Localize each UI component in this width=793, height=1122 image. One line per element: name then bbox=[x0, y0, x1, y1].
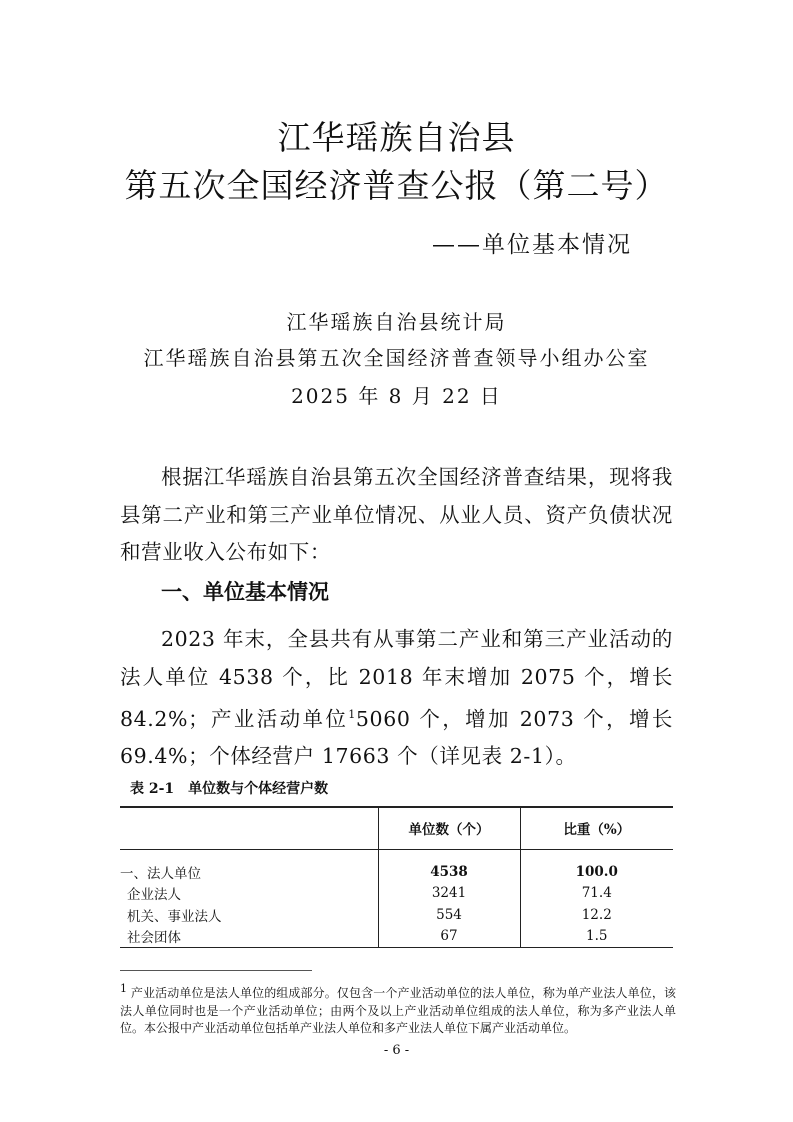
table-caption: 表 2-1 单位数与个体经营户数 bbox=[130, 781, 329, 797]
row-label: 企业法人 bbox=[127, 886, 181, 903]
row-count: 4538 bbox=[378, 849, 520, 882]
subtitle: ——单位基本情况 bbox=[432, 232, 632, 258]
footnote-divider bbox=[120, 970, 312, 971]
row-count: 554 bbox=[378, 904, 520, 926]
row-share: 12.2 bbox=[581, 906, 612, 923]
row-label: 社会团体 bbox=[127, 930, 181, 947]
section-heading: 一、单位基本情况 bbox=[161, 580, 329, 604]
row-share: 100.0 bbox=[575, 863, 618, 880]
table-header-row bbox=[120, 807, 673, 849]
footnote-mark: 1 bbox=[120, 982, 127, 995]
header-share: 比重（%） bbox=[520, 807, 673, 849]
footnote-ref[interactable]: 1 bbox=[348, 708, 356, 721]
issuer-office: 江华瑶族自治县第五次全国经济普查领导小组办公室 bbox=[143, 346, 650, 370]
header-count: 单位数（个） bbox=[378, 807, 520, 849]
header-blank bbox=[120, 807, 378, 849]
title-line-2: 第五次全国经济普查公报（第二号） bbox=[124, 166, 669, 205]
para-text-a: 2023 年末，全县共有从事第二产业和第三产业活动的法人单位 4538 个，比 2018 年末增加 2075 个，增长 84.2%；产业活动单位 bbox=[120, 627, 673, 731]
row-count: 67 bbox=[378, 926, 520, 948]
units-table bbox=[120, 806, 673, 948]
para-text-b: 5060 个，增加 2073 个，增长 69.4%；个体经营户 17663 个（详见表 2-1）。 bbox=[120, 706, 673, 769]
footnote bbox=[120, 980, 676, 1038]
intro-paragraph: 根据江华瑶族自治县第五次全国经济普查结果，现将我县第二产业和第三产业单位情况、从业人员、资产负债状况和营业收入公布如下： bbox=[120, 465, 673, 564]
row-label: 一、法人单位 bbox=[120, 865, 201, 882]
page-number: - 6 - bbox=[383, 1043, 410, 1058]
table-row bbox=[120, 926, 673, 948]
issue-date: 2025 年 8 月 22 日 bbox=[291, 384, 502, 408]
table-row bbox=[120, 882, 673, 904]
table-row bbox=[120, 849, 673, 882]
footnote-text: 产业活动单位是法人单位的组成部分。仅包含一个产业活动单位的法人单位，称为单产业法人单位，该法人单位同时也是一个产业活动单位；由两个及以上产业活动单位组成的法人单位，称为多产业法人单位。本公报中产业活动单位包括单产业法人单位和多产业法人单位下属产业活动单位。 bbox=[120, 986, 676, 1035]
title-line-1: 江华瑶族自治县 bbox=[277, 118, 516, 157]
issuer-bureau: 江华瑶族自治县统计局 bbox=[286, 310, 507, 334]
units-paragraph bbox=[120, 621, 673, 776]
table-row bbox=[120, 904, 673, 926]
row-count: 3241 bbox=[378, 882, 520, 904]
row-share: 1.5 bbox=[586, 928, 608, 945]
row-share: 71.4 bbox=[581, 884, 612, 901]
row-label: 机关、事业法人 bbox=[127, 908, 222, 925]
